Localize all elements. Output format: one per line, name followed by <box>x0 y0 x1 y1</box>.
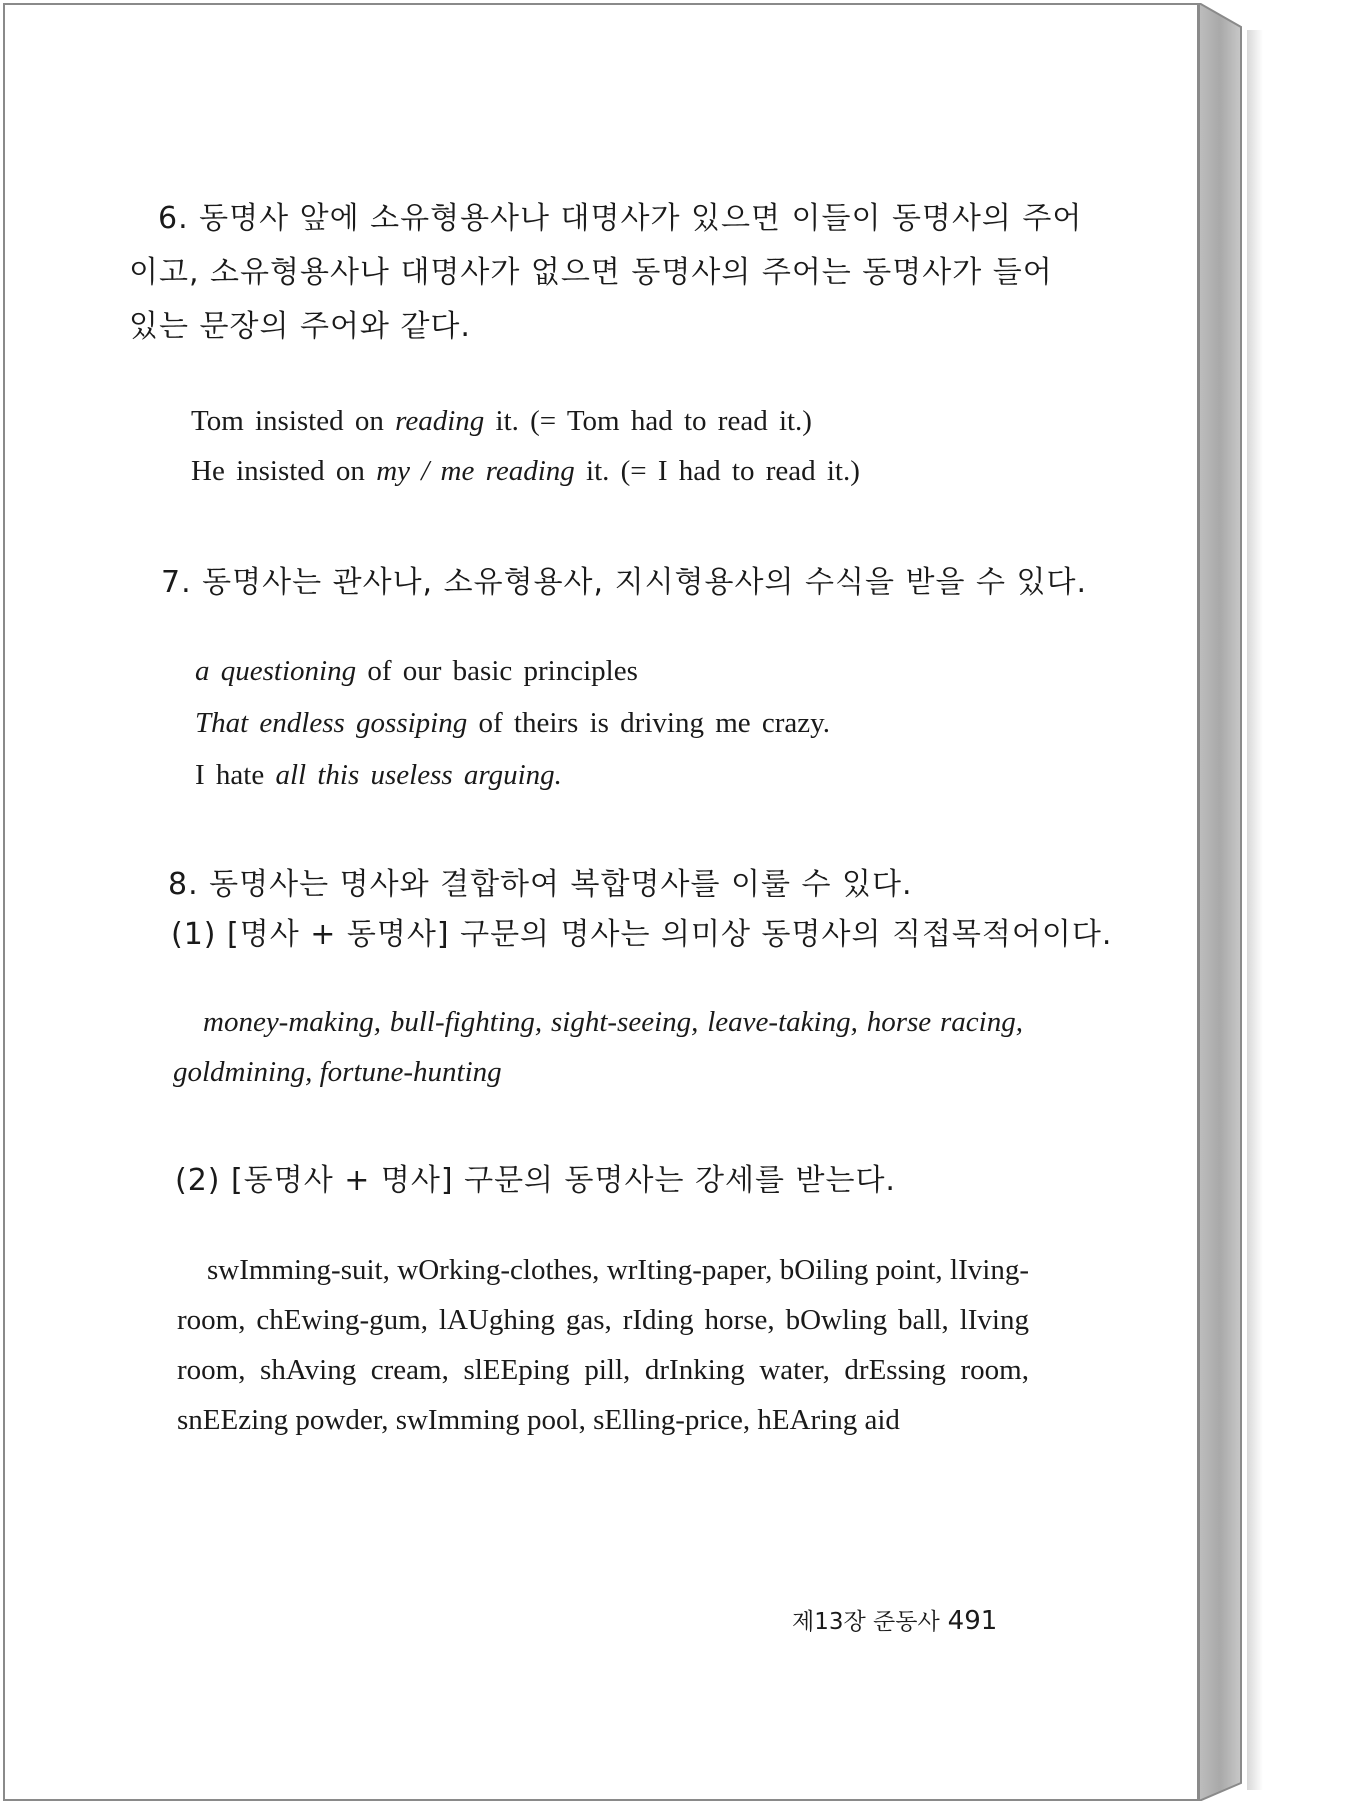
section6-line3: 있는 문장의 주어와 같다. <box>129 309 471 344</box>
chapter-label: 제13장 준동사 <box>792 1609 940 1635</box>
example-italic: reading <box>395 405 485 437</box>
page-footer <box>792 1603 997 1636</box>
section7-example-3 <box>195 759 562 792</box>
section8-sub1-examples: money-making, bull-fighting, sight-seeing, leave-taking, horse racing, goldmining, fortune-hunting <box>173 1006 1023 1088</box>
example-text: it. (= I had to read it.) <box>574 455 860 487</box>
example-italic: a questioning <box>195 655 357 687</box>
example-text: Tom insisted on <box>191 405 396 437</box>
section8-line1: 8. 동명사는 명사와 결합하여 복합명사를 이룰 수 있다. <box>168 867 913 902</box>
example-text: He insisted on <box>191 455 377 487</box>
section7-example-2 <box>195 707 830 740</box>
example-text: of theirs is driving me crazy. <box>467 707 831 739</box>
example-text: it. (= Tom had to read it.) <box>484 405 812 437</box>
page-number: 491 <box>947 1606 998 1636</box>
example-italic: all this useless arguing. <box>275 759 562 791</box>
example-italic: my / me reading <box>376 455 575 487</box>
section7-line1: 7. 동명사는 관사나, 소유형용사, 지시형용사의 수식을 받을 수 있다. <box>161 565 1087 600</box>
section7-example-1 <box>195 655 638 688</box>
section6-example-1 <box>191 405 812 438</box>
section6-line1: 6. 동명사 앞에 소유형용사나 대명사가 있으면 이들이 동명사의 주어 <box>158 201 1083 236</box>
example-text: I hate <box>195 759 276 791</box>
example-italic: That endless gossiping <box>195 707 468 739</box>
section8-sub2-examples: swImming-suit, wOrking-clothes, wrIting-paper, bOiling point, lIving-room, chEwing-gum, lAUghing gas, rIding horse, bOwling ball, lIving room, shAving cream, slEEping pill, drInking water, drEssing room, snEEzing powder, swImming pool, sElling-price, hEAring aid <box>177 1254 1029 1436</box>
book-page <box>3 3 1199 1801</box>
section6-line2: 이고, 소유형용사나 대명사가 없으면 동명사의 주어는 동명사가 들어 <box>129 255 1053 290</box>
example-text: of our basic principles <box>356 655 638 687</box>
section8-sub2: (2) [동명사 + 명사] 구문의 동명사는 강세를 받는다. <box>175 1163 896 1198</box>
book-spine-edge <box>1199 3 1247 1801</box>
section8-sub1: (1) [명사 + 동명사] 구문의 명사는 의미상 동명사의 직접목적어이다. <box>171 917 1113 952</box>
page-shadow <box>1247 30 1263 1790</box>
section6-example-2 <box>191 455 860 488</box>
page-content <box>5 5 1201 1803</box>
